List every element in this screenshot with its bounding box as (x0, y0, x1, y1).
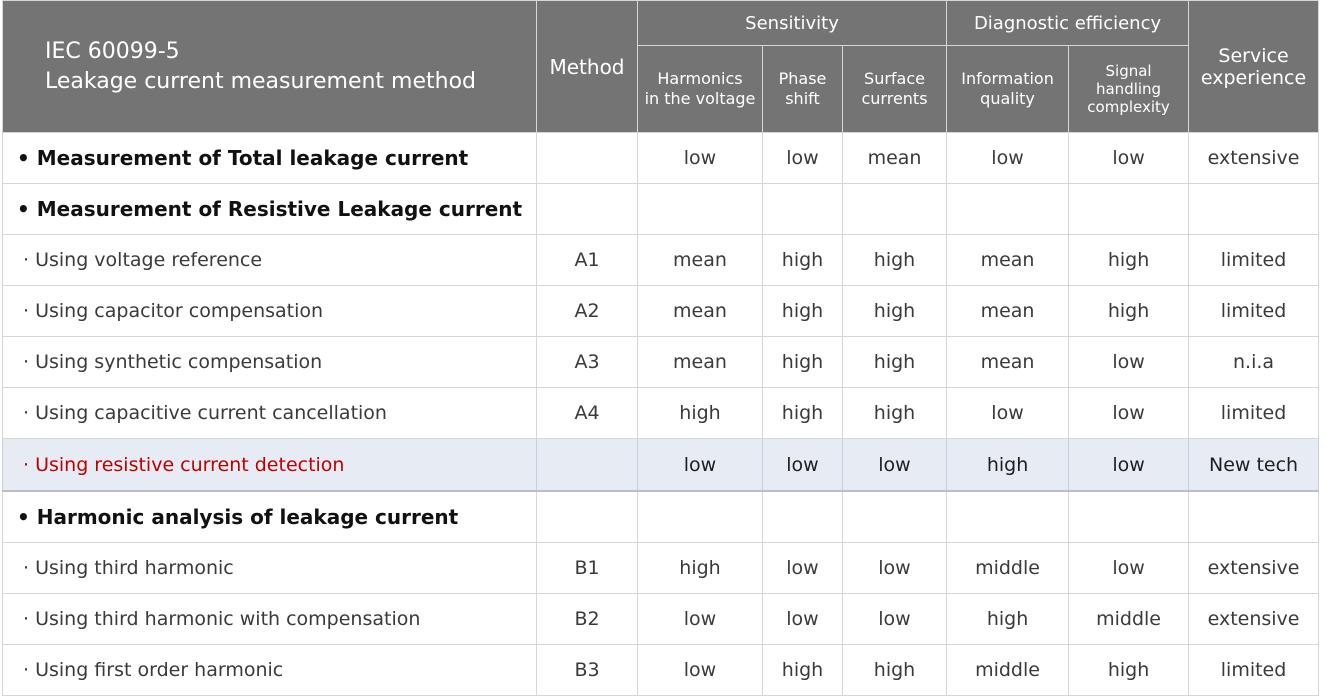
header-information-quality (947, 46, 1069, 133)
cell-phase-shift: high (763, 235, 843, 286)
cell-information-quality: middle (947, 542, 1069, 593)
cell-harmonics (638, 491, 763, 543)
table-row (3, 286, 1319, 337)
table-row (3, 133, 1319, 184)
cell-service-experience: limited (1189, 388, 1319, 439)
cell-harmonics: mean (638, 286, 763, 337)
row-name: · Using third harmonic (3, 542, 537, 593)
cell-harmonics: mean (638, 337, 763, 388)
cell-information-quality: low (947, 133, 1069, 184)
header-harmonics (638, 46, 763, 133)
row-method (537, 133, 638, 184)
table-row (3, 235, 1319, 286)
cell-signal-complexity: low (1069, 388, 1189, 439)
header-surface-line1: Surface (864, 69, 925, 88)
cell-harmonics: mean (638, 235, 763, 286)
table-header (3, 1, 1319, 133)
cell-harmonics (638, 184, 763, 235)
cell-surface-currents (843, 184, 947, 235)
row-method: B2 (537, 593, 638, 644)
cell-phase-shift: low (763, 542, 843, 593)
cell-information-quality: mean (947, 337, 1069, 388)
header-service-experience (1189, 1, 1319, 133)
row-method: A4 (537, 388, 638, 439)
row-method: A2 (537, 286, 638, 337)
table-row (3, 337, 1319, 388)
row-name: · Using first order harmonic (3, 644, 537, 695)
cell-signal-complexity: low (1069, 439, 1189, 491)
cell-harmonics: low (638, 133, 763, 184)
header-signal-line1: Signal (1105, 62, 1152, 80)
row-name: • Measurement of Resistive Leakage current (3, 184, 537, 235)
header-phase-shift (763, 46, 843, 133)
row-method (537, 491, 638, 543)
cell-phase-shift: high (763, 337, 843, 388)
cell-information-quality: middle (947, 644, 1069, 695)
table-row (3, 388, 1319, 439)
header-service-line2: experience (1200, 66, 1307, 89)
header-service-line1: Service (1218, 44, 1289, 67)
header-surface-currents (843, 46, 947, 133)
cell-information-quality: low (947, 388, 1069, 439)
row-name: · Using capacitive current cancellation (3, 388, 537, 439)
cell-service-experience: limited (1189, 235, 1319, 286)
cell-phase-shift: high (763, 286, 843, 337)
cell-surface-currents: high (843, 337, 947, 388)
cell-information-quality (947, 184, 1069, 235)
cell-signal-complexity: high (1069, 235, 1189, 286)
header-signal-line3: complexity (1087, 98, 1170, 116)
table-row (3, 184, 1319, 235)
row-name: · Using resistive current detection (3, 439, 537, 491)
cell-service-experience: n.i.a (1189, 337, 1319, 388)
cell-harmonics: low (638, 593, 763, 644)
cell-signal-complexity (1069, 184, 1189, 235)
cell-harmonics: high (638, 542, 763, 593)
cell-signal-complexity: low (1069, 337, 1189, 388)
header-title-line1: IEC 60099-5 (45, 38, 180, 64)
cell-surface-currents (843, 491, 947, 543)
cell-information-quality (947, 491, 1069, 543)
row-name: · Using third harmonic with compensation (3, 593, 537, 644)
header-harmonics-line2: in the voltage (644, 89, 756, 108)
cell-phase-shift (763, 491, 843, 543)
header-info-line2: quality (980, 89, 1035, 108)
cell-phase-shift: high (763, 388, 843, 439)
cell-surface-currents: low (843, 593, 947, 644)
cell-service-experience: limited (1189, 644, 1319, 695)
table-row (3, 542, 1319, 593)
header-signal-complexity (1069, 46, 1189, 133)
row-name: · Using synthetic compensation (3, 337, 537, 388)
header-sensitivity: Sensitivity (638, 1, 947, 46)
cell-phase-shift: high (763, 644, 843, 695)
cell-surface-currents: low (843, 439, 947, 491)
cell-surface-currents: high (843, 644, 947, 695)
table-row (3, 491, 1319, 543)
cell-phase-shift: low (763, 133, 843, 184)
cell-surface-currents: high (843, 286, 947, 337)
header-surface-line2: currents (861, 89, 928, 108)
row-method (537, 439, 638, 491)
cell-information-quality: mean (947, 286, 1069, 337)
cell-surface-currents: low (843, 542, 947, 593)
leakage-current-method-table (2, 0, 1319, 696)
cell-service-experience: extensive (1189, 593, 1319, 644)
header-title-line2: Leakage current measurement method (45, 68, 477, 94)
cell-service-experience: extensive (1189, 133, 1319, 184)
cell-information-quality: high (947, 593, 1069, 644)
table-row-highlighted (3, 439, 1319, 491)
cell-signal-complexity: middle (1069, 593, 1189, 644)
cell-harmonics: high (638, 388, 763, 439)
header-title (3, 1, 537, 133)
table-row (3, 644, 1319, 695)
cell-signal-complexity (1069, 491, 1189, 543)
row-method: A3 (537, 337, 638, 388)
cell-service-experience (1189, 491, 1319, 543)
cell-harmonics: low (638, 439, 763, 491)
header-info-line1: Information (961, 69, 1054, 88)
row-name: • Harmonic analysis of leakage current (3, 491, 537, 543)
cell-information-quality: mean (947, 235, 1069, 286)
row-name: • Measurement of Total leakage current (3, 133, 537, 184)
row-name: · Using capacitor compensation (3, 286, 537, 337)
cell-signal-complexity: high (1069, 286, 1189, 337)
row-method (537, 184, 638, 235)
header-phase-line1: Phase (778, 69, 827, 88)
row-method: B3 (537, 644, 638, 695)
row-method: A1 (537, 235, 638, 286)
cell-service-experience (1189, 184, 1319, 235)
cell-signal-complexity: low (1069, 133, 1189, 184)
row-method: B1 (537, 542, 638, 593)
cell-service-experience: New tech (1189, 439, 1319, 491)
cell-service-experience: extensive (1189, 542, 1319, 593)
header-method: Method (537, 1, 638, 133)
cell-surface-currents: high (843, 388, 947, 439)
cell-surface-currents: mean (843, 133, 947, 184)
header-harmonics-line1: Harmonics (657, 69, 743, 88)
header-phase-line2: shift (785, 89, 820, 108)
table-body (3, 133, 1319, 696)
cell-phase-shift: low (763, 593, 843, 644)
cell-phase-shift: low (763, 439, 843, 491)
row-name: · Using voltage reference (3, 235, 537, 286)
cell-harmonics: low (638, 644, 763, 695)
cell-information-quality: high (947, 439, 1069, 491)
cell-signal-complexity: low (1069, 542, 1189, 593)
cell-phase-shift (763, 184, 843, 235)
header-signal-line2: handling (1095, 80, 1162, 98)
table-row (3, 593, 1319, 644)
cell-service-experience: limited (1189, 286, 1319, 337)
cell-signal-complexity: high (1069, 644, 1189, 695)
header-diagnostic-efficiency: Diagnostic efficiency (947, 1, 1189, 46)
cell-surface-currents: high (843, 235, 947, 286)
